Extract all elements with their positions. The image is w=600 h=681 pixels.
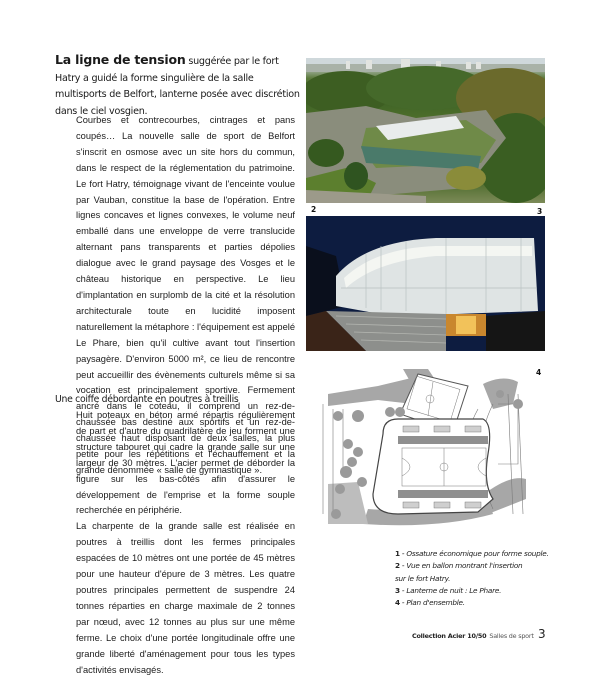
lead-paragraph — [55, 52, 300, 120]
site-plan-drawing — [318, 364, 530, 532]
lead-text: suggérée par le fort Hatry a guidé la forme singulière de la salle multisports de Belfort, lanterne posée avec discrétion dans le ciel vosgien. — [55, 56, 300, 117]
footer-collection: Collection Acier 10/50 — [412, 632, 487, 640]
section-heading: Une coiffe débordante en poutres à treillis — [55, 394, 239, 405]
night-photo-illustration — [306, 216, 545, 351]
caption-line: 2 - Vue en ballon montrant l'insertion — [395, 561, 523, 571]
caption-line: sur le fort Hatry. — [395, 573, 451, 583]
caption-line: 4 - Plan d'ensemble. — [395, 598, 465, 608]
lead-strong: La ligne de tension — [55, 52, 186, 67]
page-footer — [412, 632, 534, 640]
aerial-view-photo — [306, 58, 545, 203]
page-number: 3 — [538, 627, 546, 641]
figure-captions — [395, 548, 585, 609]
figure-number-4: 4 — [536, 368, 542, 377]
site-plan-illustration — [318, 364, 530, 532]
figure-number-3: 3 — [537, 207, 543, 216]
aerial-photo-illustration — [306, 58, 545, 203]
footer-section: Salles de sport — [489, 632, 534, 640]
night-lantern-photo — [306, 216, 545, 351]
body-paragraph: Huit poteaux en béton armé répartis régulièrement de part et d'autre du quadrilatère de jeu forment une structure tabouret qui cadre la grande salle sur une largeur de 30 mètres. L'acier permet de déborder la figure sur les bas-côtés afin d'assurer le développement de l'emprise et la forme souple recherchée en périphérie. — [76, 410, 295, 516]
body-paragraph: La charpente de la grande salle est réalisée en poutres à treillis dont les fermes principales espacées de 10 mètres ont une portée de 45 mètres pour une hauteur d'épure de 3 mètres. Les quatre poutres principales permettent de suspendre 24 tonnes réparties en charge maximale de 2 tonnes par nœud, avec 12 tonnes au plus sur une même ferme. Le choix d'une portée longitudinale offre une grande liberté d'aménagement pour tous les types d'activités envisagés. — [76, 521, 295, 675]
caption-line: 3 - Lanterne de nuit : Le Phare. — [395, 585, 502, 595]
figure-number-2: 2 — [311, 205, 317, 214]
caption-line: 1 - Ossature économique pour forme souple. — [395, 549, 549, 558]
body-section-2 — [76, 408, 295, 678]
body-paragraph: Courbes et contrecourbes, cintrages et pans coupés… La nouvelle salle de sport de Belfort s'inscrit en osmose avec un site hors du commun, dans le respect de la réglementation du patrimoine. Le fort Hatry, témoignage vivant de l'enceinte voulue par Vauban, constitue la base de l'opération. Entre lignes concaves et lignes convexes, le volume neuf emballé dans une enveloppe de verre translucide alternant pans transparents et parties dépolies dialogue avec le grand paysage des Vosges et le château historique en perspective. Le lieu d'implantation en surplomb de la cité et la résolution architecturale toute en lucidité imposent naturellement la métaphore : l'équipement est appelé Le Phare, bien qu'il cultive avant tout l'insertion paysagère. D'environ 5000 m², ce lieu de rencontre peut accueillir des évènements culturels même si sa vocation est principalement sportive. Fermement ancré dans le coteau, il comprend un rez-de-chaussée bas destiné aux sportifs et un rez-de-chaussée haut disposant de deux salles, la plus petite pour les répétitions et l'échauffement et la grande dénommée « salle de gymnastique ». — [76, 115, 295, 475]
